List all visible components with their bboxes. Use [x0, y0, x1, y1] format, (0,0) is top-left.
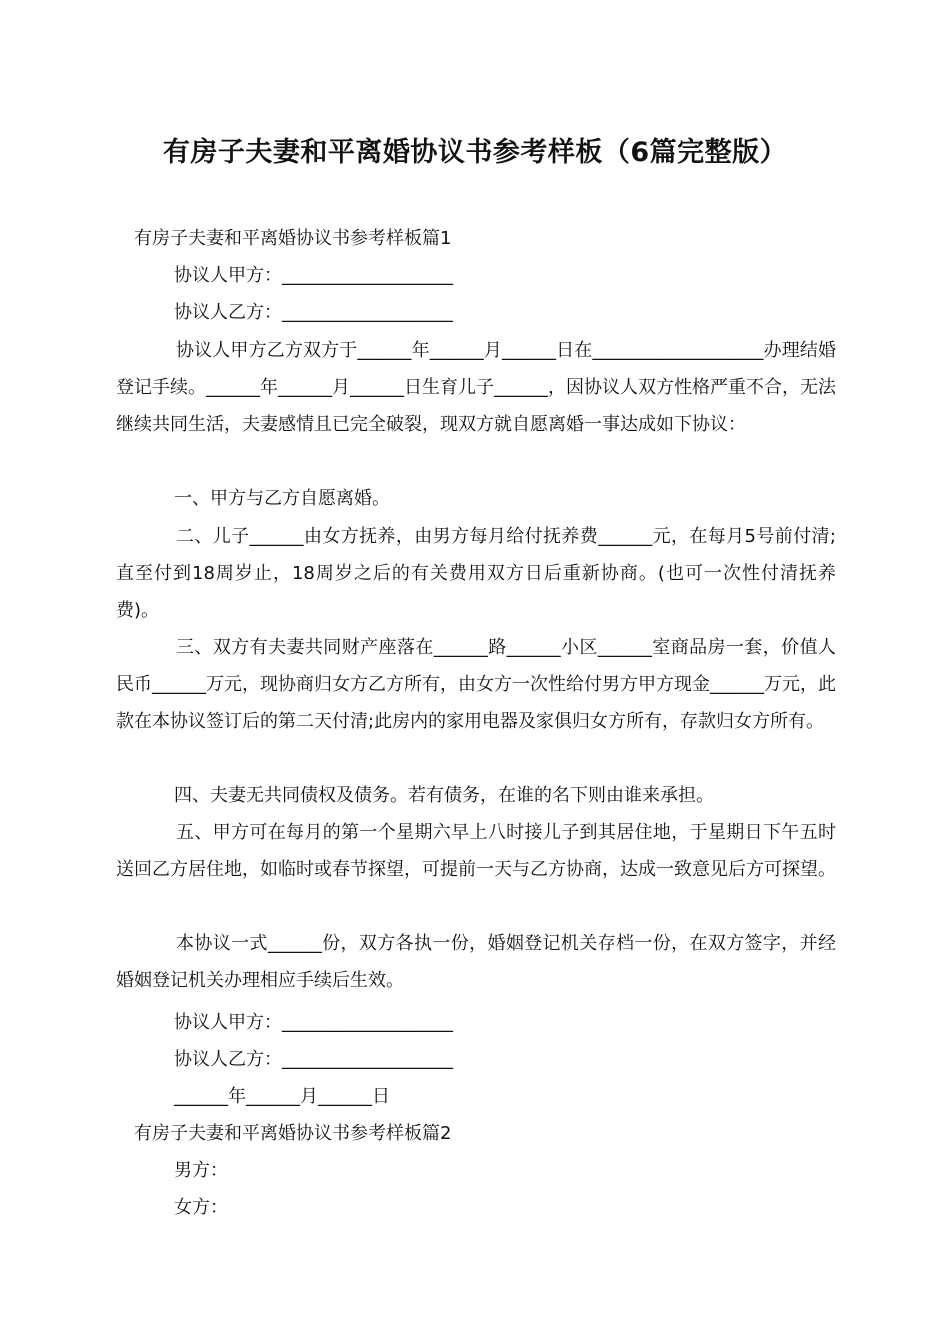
intro-paragraph: 协议人甲方乙方双方于______年______月______日在___________________办理结婚登记手续。______年______月______日生育儿子______，因协议人双方性格严重不合，无法继续共同生活，夫妻感情且已完全破裂，现双方就自愿离婚一事达成如下协议： — [116, 340, 836, 435]
clause-4: 四、夫妻无共同债权及债务。若有债务，在谁的名下则由谁来承担。 — [174, 785, 714, 806]
female-party-line: 女方： — [174, 1197, 228, 1218]
section-2-heading: 有房子夫妻和平离婚协议书参考样板篇2 — [134, 1123, 452, 1144]
party-b-line: 协议人乙方：___________________ — [174, 302, 453, 323]
sign-date: ______年______月______日 — [174, 1086, 390, 1107]
party-a-line: 协议人甲方：___________________ — [174, 265, 453, 286]
clause-effect: 本协议一式______份，双方各执一份，婚姻登记机关存档一份，在双方签字，并经婚姻登记机关办理相应手续后生效。 — [116, 933, 836, 991]
clause-1: 一、甲方与乙方自愿离婚。 — [174, 488, 390, 509]
clause-3: 三、双方有夫妻共同财产座落在______路______小区______室商品房一套，价值人民币______万元，现协商归女方乙方所有，由女方一次性给付男方甲方现金______万元，此款在本协议签订后的第二天付清;此房内的家用电器及家俱归女方所有，存款归女方所有。 — [116, 637, 836, 732]
clause-5: 五、甲方可在每月的第一个星期六早上八时接儿子到其居住地，于星期日下午五时送回乙方居住地，如临时或春节探望，可提前一天与乙方协商，达成一致意见后方可探望。 — [116, 822, 836, 880]
section-1-heading: 有房子夫妻和平离婚协议书参考样板篇1 — [134, 228, 452, 249]
clause-2: 二、儿子______由女方抚养，由男方每月给付抚养费______元，在每月5号前付清;直至付到18周岁止，18周岁之后的有关费用双方日后重新协商。(也可一次性付清抚养费)。 — [116, 526, 836, 621]
male-party-line: 男方： — [174, 1160, 228, 1181]
document-title: 有房子夫妻和平离婚协议书参考样板（6篇完整版） — [162, 137, 788, 168]
sign-party-b: 协议人乙方：___________________ — [174, 1049, 453, 1070]
sign-party-a: 协议人甲方：___________________ — [174, 1012, 453, 1033]
